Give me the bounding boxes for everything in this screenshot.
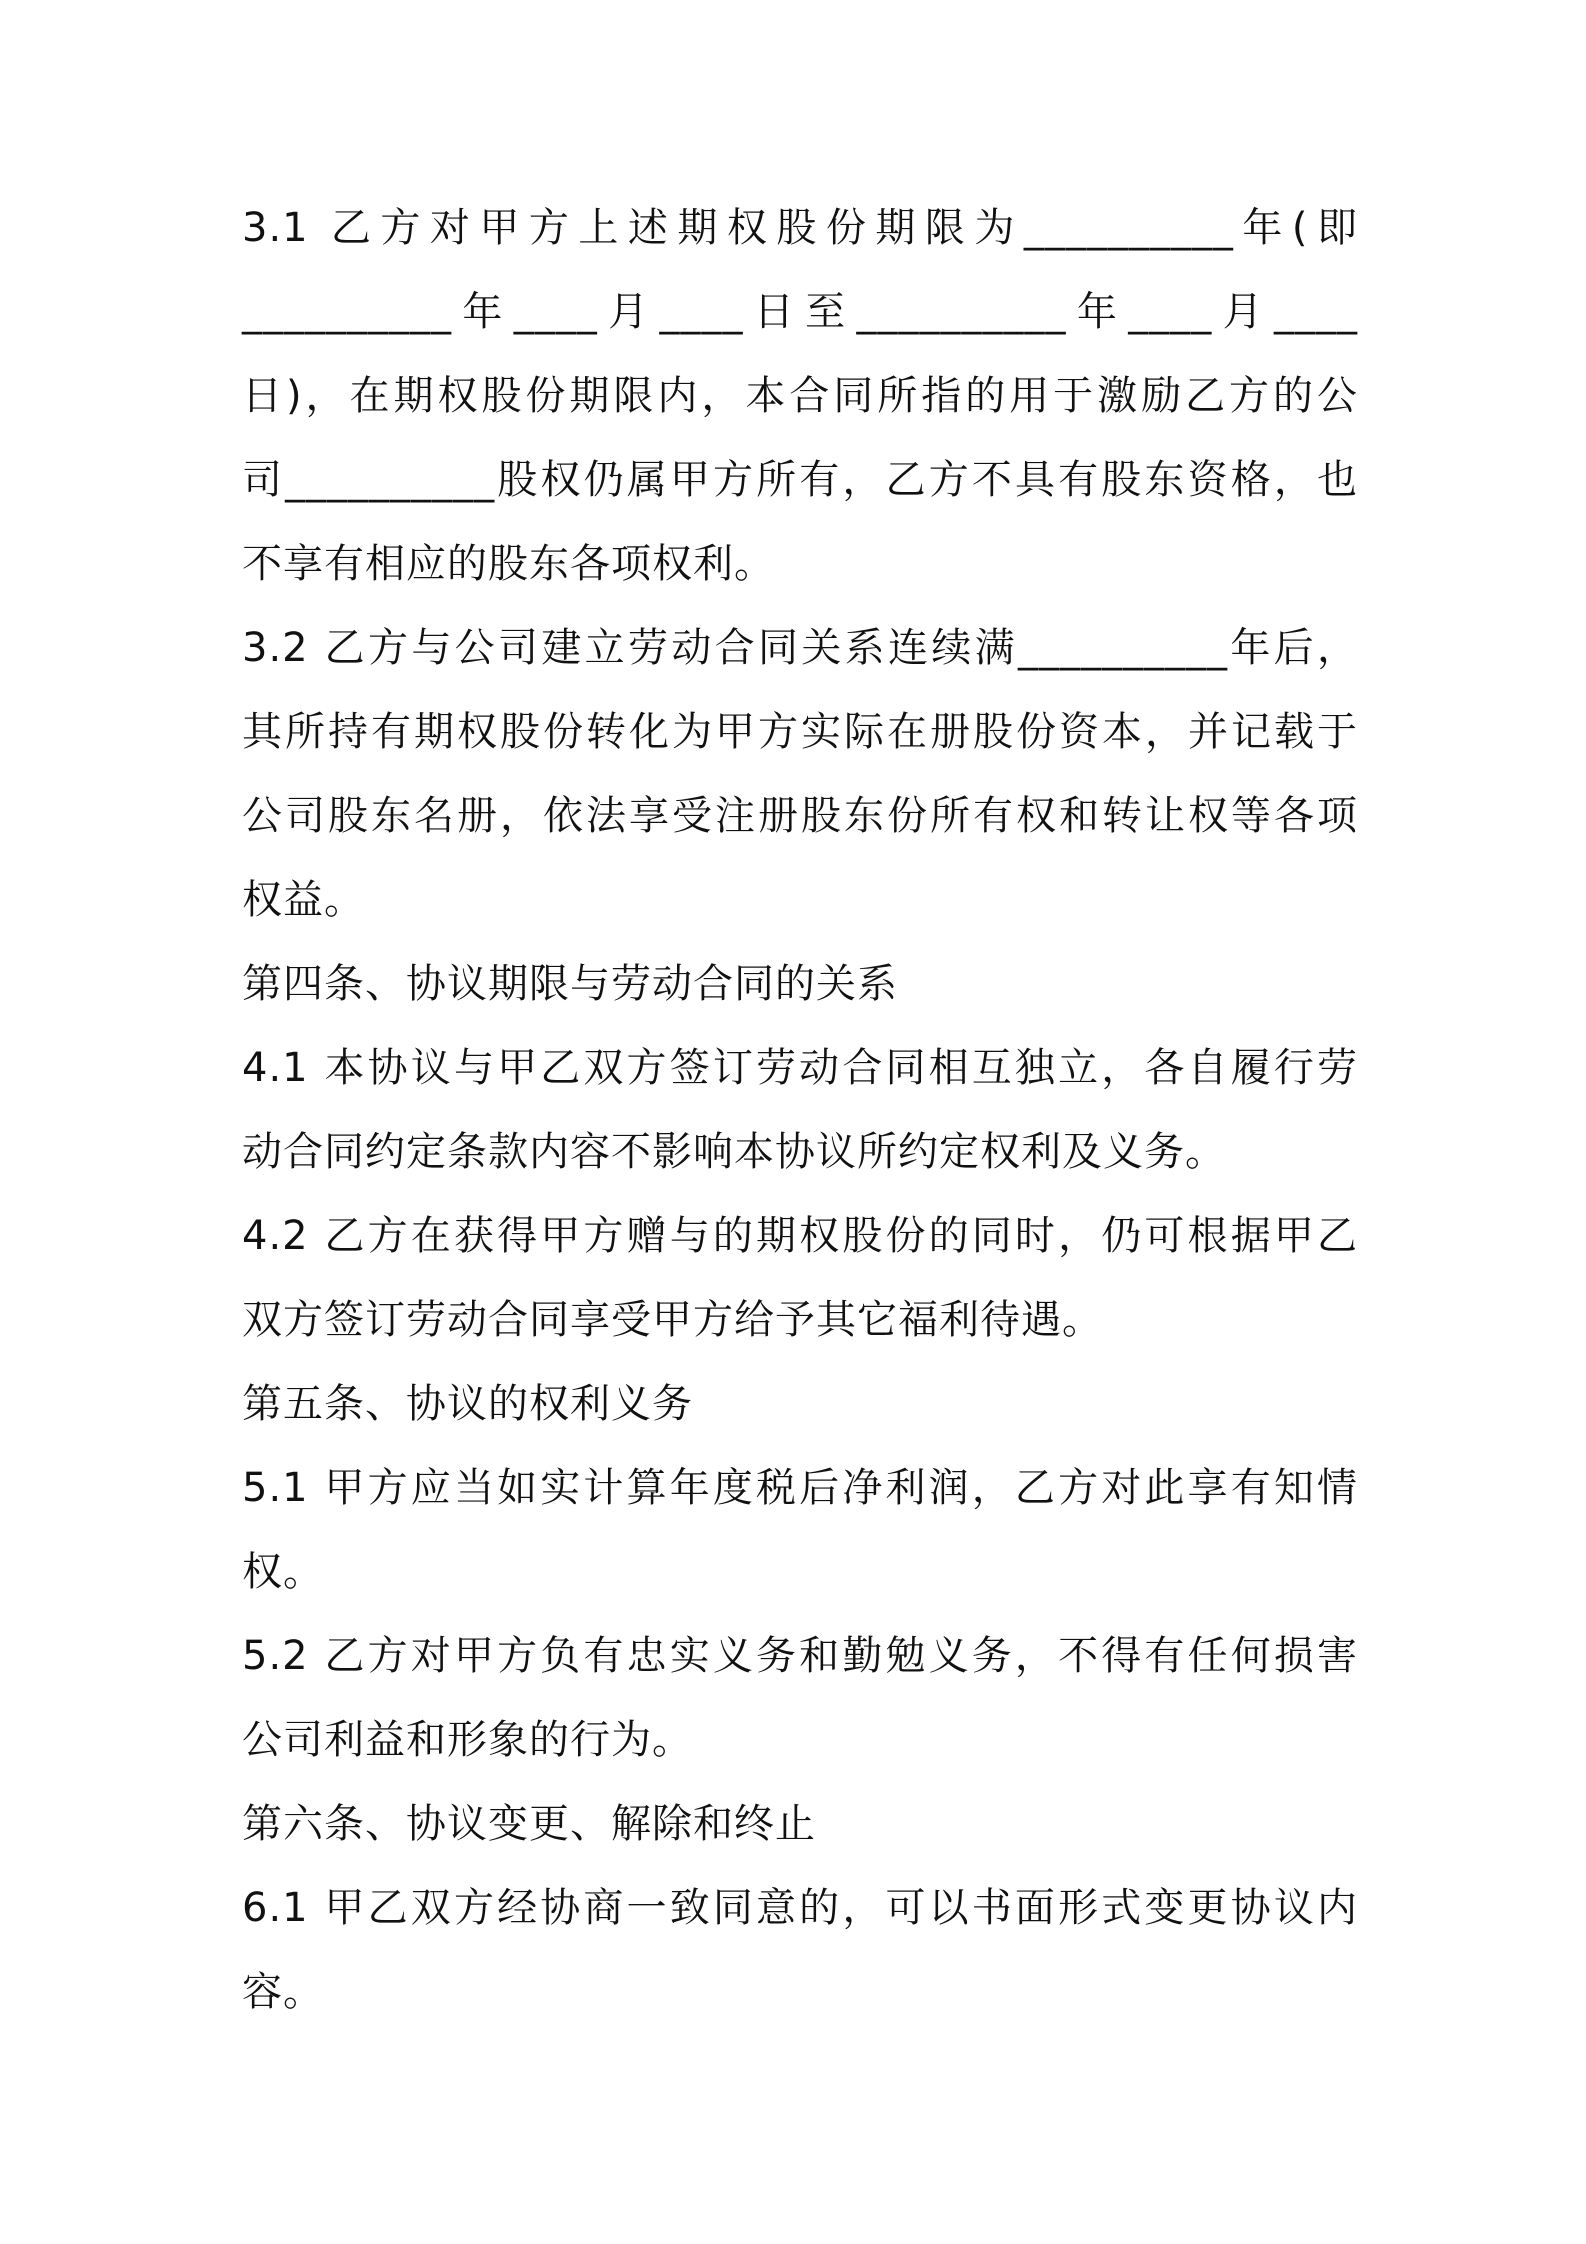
article-6-heading: 第六条、协议变更、解除和终止 <box>242 1801 816 1847</box>
clause-3-1-line-3: 日)，在期权股份期限内，本合同所指的用于激励乙方的公 <box>242 373 1358 419</box>
clause-3-1-line-4: 司__________股权仍属甲方所有，乙方不具有股东资格，也 <box>242 457 1358 503</box>
clause-3-1-line-2: __________年____月____日至__________年____月____ <box>242 289 1358 335</box>
clause-3-2-line-2: 其所持有期权股份转化为甲方实际在册股份资本，并记载于 <box>242 709 1358 755</box>
clause-4-2-line-2: 双方签订劳动合同享受甲方给予其它福利待遇。 <box>242 1297 1103 1343</box>
clause-4-1-line-2: 动合同约定条款内容不影响本协议所约定权利及义务。 <box>242 1129 1226 1175</box>
clause-3-1-line-5: 不享有相应的股东各项权利。 <box>242 541 775 587</box>
clause-5-1-line-1: 5.1 甲方应当如实计算年度税后净利润，乙方对此享有知情 <box>242 1465 1358 1511</box>
article-5-heading: 第五条、协议的权利义务 <box>242 1381 693 1427</box>
clause-3-2-line-4: 权益。 <box>242 877 365 923</box>
clause-5-1-line-2: 权。 <box>242 1549 324 1595</box>
document-page <box>242 0 1358 2244</box>
clause-5-2-line-2: 公司利益和形象的行为。 <box>242 1717 693 1763</box>
clause-4-1-line-1: 4.1 本协议与甲乙双方签订劳动合同相互独立，各自履行劳 <box>242 1045 1358 1091</box>
clause-6-1-line-1: 6.1 甲乙双方经协商一致同意的，可以书面形式变更协议内 <box>242 1885 1358 1931</box>
clause-4-2-line-1: 4.2 乙方在获得甲方赠与的期权股份的同时，仍可根据甲乙 <box>242 1213 1358 1259</box>
article-4-heading: 第四条、协议期限与劳动合同的关系 <box>242 961 898 1007</box>
clause-5-2-line-1: 5.2 乙方对甲方负有忠实义务和勤勉义务，不得有任何损害 <box>242 1633 1358 1679</box>
clause-6-1-line-2: 容。 <box>242 1969 324 2015</box>
clause-3-2-line-3: 公司股东名册，依法享受注册股东份所有权和转让权等各项 <box>242 793 1358 839</box>
clause-3-1-line-1: 3.1 乙方对甲方上述期权股份期限为__________年(即 <box>242 205 1358 251</box>
clause-3-2-line-1: 3.2 乙方与公司建立劳动合同关系连续满__________年后， <box>242 625 1358 671</box>
